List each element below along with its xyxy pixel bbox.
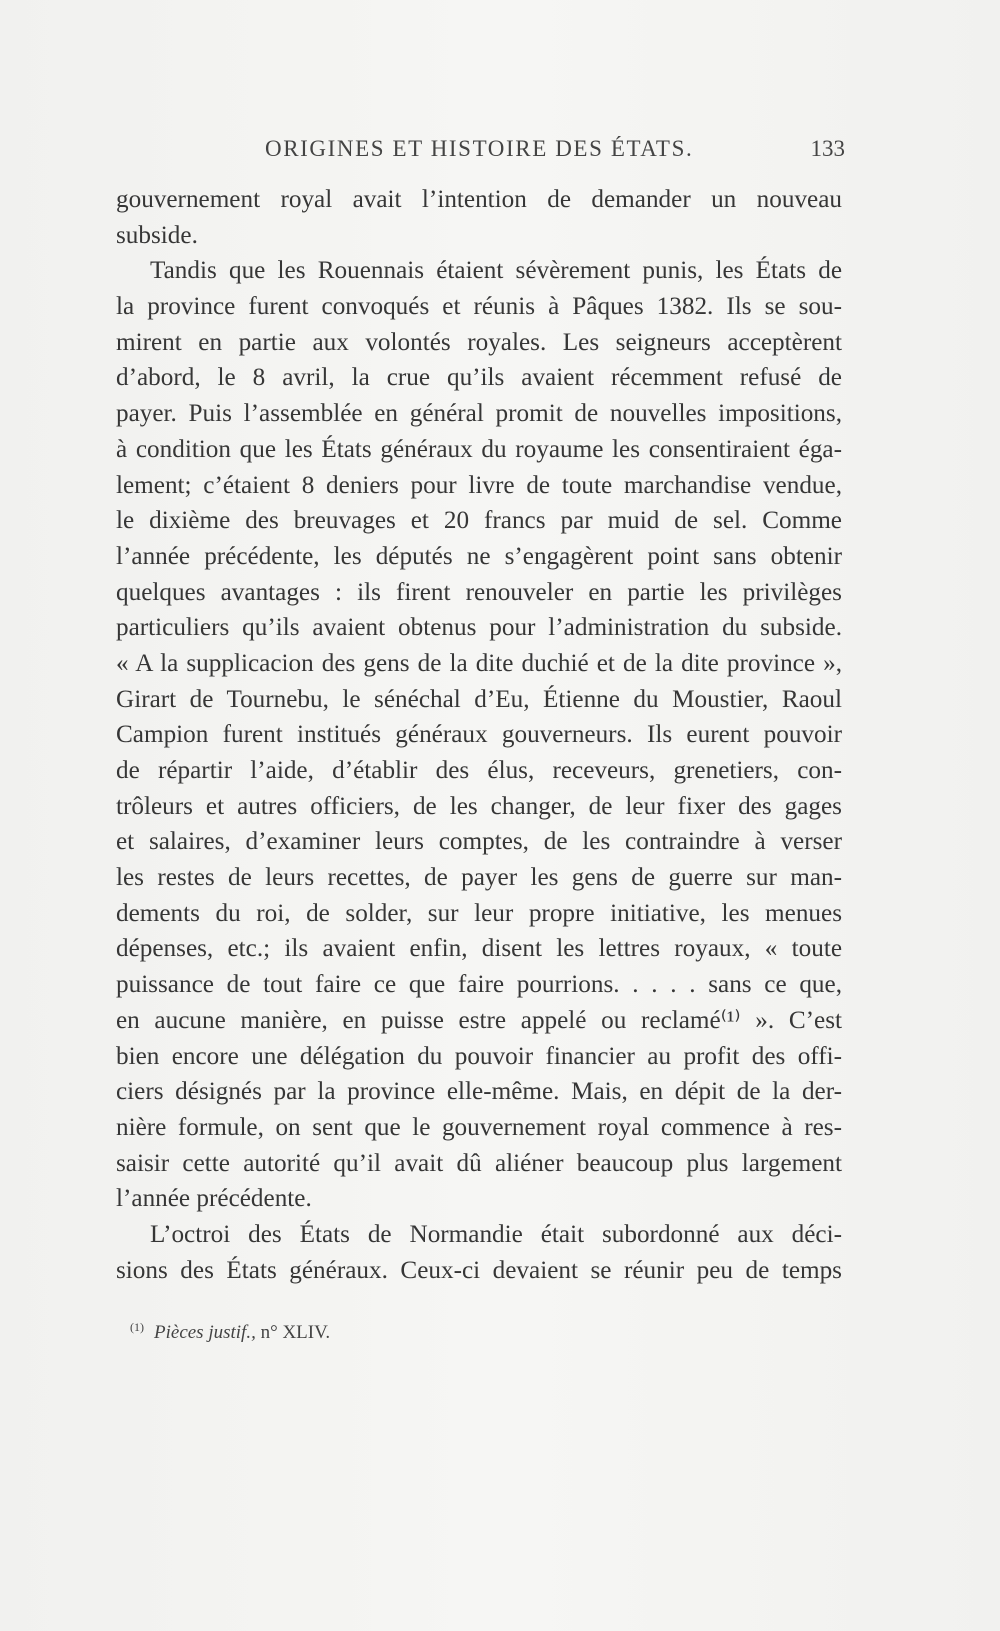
text-line: nière formule, on sent que le gouvernement royal commence à res- xyxy=(116,1113,842,1141)
running-title: ORIGINES ET HISTOIRE DES ÉTATS. xyxy=(265,136,694,161)
text-line: l’année précédente, les députés ne s’engagèrent point sans obtenir xyxy=(116,542,842,570)
text-line: quelques avantages : ils firent renouveler en partie les privilèges xyxy=(116,578,842,606)
text-line: la province furent convoqués et réunis à Pâques 1382. Ils se sou- xyxy=(116,293,842,321)
footnote-text: n° XLIV. xyxy=(255,1322,331,1343)
text-line: bien encore une délégation du pouvoir financier au profit des offi- xyxy=(116,1042,842,1070)
text-line: sions des États généraux. Ceux-ci devaient se réunir peu de temps xyxy=(116,1256,842,1284)
body-text xyxy=(116,182,842,1288)
text-line: ciers désignés par la province elle-même. Mais, en dépit de la der- xyxy=(116,1078,842,1106)
text-line: puissance de tout faire ce que faire pourrions. . . . . sans ce que, xyxy=(116,971,842,999)
text-line: Tandis que les Rouennais étaient sévèrement punis, les États de xyxy=(150,257,842,285)
text-line: « A la supplicacion des gens de la dite duchié et de la dite province », xyxy=(116,649,842,677)
text-line: Campion furent institués généraux gouverneurs. Ils eurent pouvoir xyxy=(116,721,842,749)
text-line: subside. xyxy=(116,221,198,249)
text-line: les restes de leurs recettes, de payer les gens de guerre sur man- xyxy=(116,864,842,892)
text-line: L’octroi des États de Normandie était subordonné aux déci- xyxy=(150,1220,842,1248)
footnote xyxy=(130,1320,330,1344)
text-line: le dixième des breuvages et 20 francs par muid de sel. Comme xyxy=(116,507,842,535)
text-line: l’année précédente. xyxy=(116,1185,312,1213)
text-line: et salaires, d’examiner leurs comptes, de les contraindre à verser xyxy=(116,828,842,856)
running-head xyxy=(110,136,845,168)
text-line: particuliers qu’ils avaient obtenus pour l’administration du subside. xyxy=(116,614,842,642)
text-line: à condition que les États généraux du royaume les consentiraient éga- xyxy=(116,435,842,463)
text-line: dépenses, etc.; ils avaient enfin, disent les lettres royaux, « toute xyxy=(116,935,842,963)
footnote-italic-text: Pièces justif., xyxy=(154,1322,256,1343)
page-number: 133 xyxy=(810,136,845,161)
text-line: payer. Puis l’assemblée en général promit de nouvelles impositions, xyxy=(116,400,842,428)
text-line: Girart de Tournebu, le sénéchal d’Eu, Étienne du Moustier, Raoul xyxy=(116,685,842,713)
text-line: en aucune manière, en puisse estre appelé ou reclamé⁽¹⁾ ». C’est xyxy=(116,1006,842,1034)
text-line: mirent en partie aux volontés royales. Les seigneurs acceptèrent xyxy=(116,328,842,356)
text-line: saisir cette autorité qu’il avait dû aliéner beaucoup plus largement xyxy=(116,1149,842,1177)
text-line: de répartir l’aide, d’établir des élus, receveurs, grenetiers, con- xyxy=(116,757,842,784)
text-line: lement; c’étaient 8 deniers pour livre de toute marchandise vendue, xyxy=(116,471,842,499)
text-line: gouvernement royal avait l’intention de demander un nouveau xyxy=(116,186,842,213)
text-line: dements du roi, de solder, sur leur propre initiative, les menues xyxy=(116,899,842,927)
text-line: trôleurs et autres officiers, de les changer, de leur fixer des gages xyxy=(116,792,842,820)
footnote-mark: (1) xyxy=(130,1320,144,1334)
text-line: d’abord, le 8 avril, la crue qu’ils avaient récemment refusé de xyxy=(116,364,842,392)
